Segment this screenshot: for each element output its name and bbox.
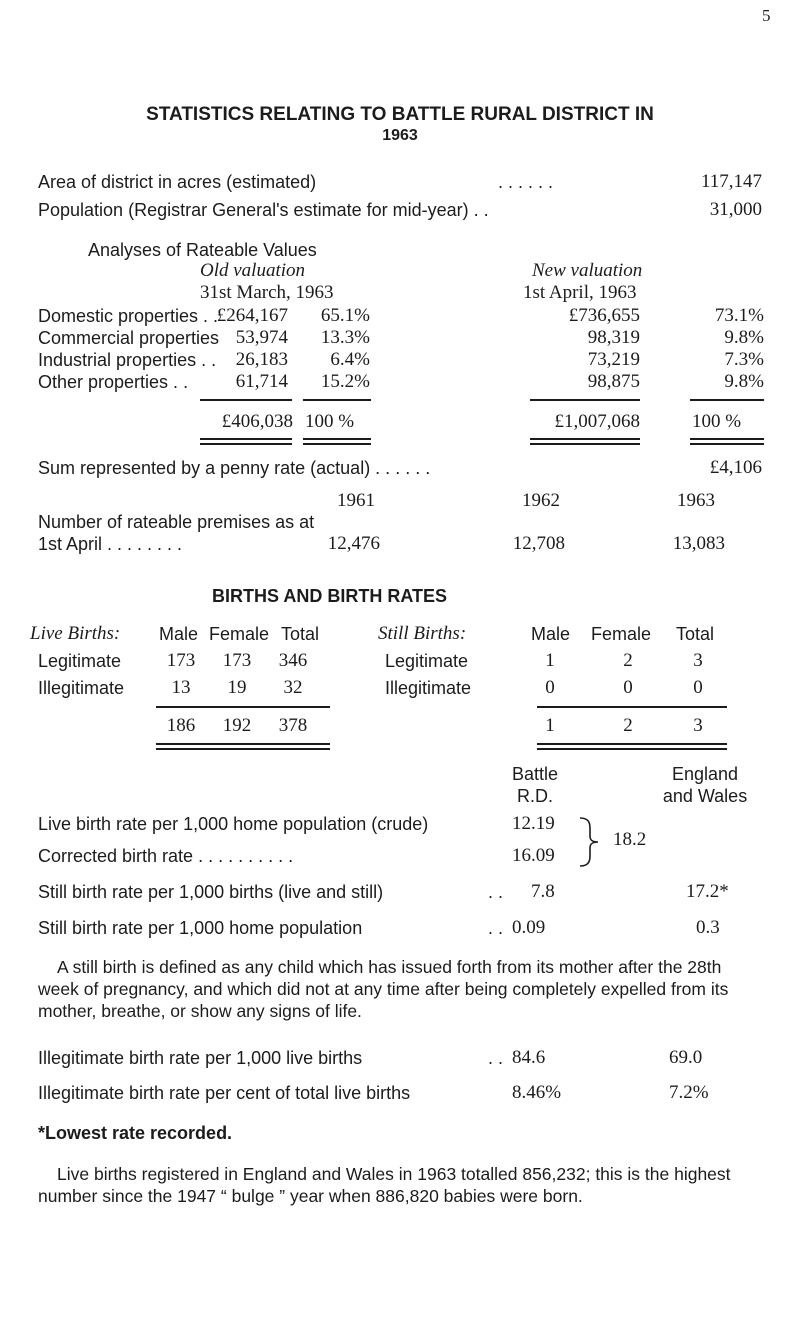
england-header-wales: and Wales [662,786,748,806]
table-cell: 32 [283,677,303,698]
table-cell: 2 [623,650,633,671]
table-cell: 0 [693,677,703,698]
new-pct-cell: 9.8% [724,327,764,348]
premises-value: 12,708 [512,533,565,554]
rule-line [537,743,727,745]
rule-line [200,443,292,445]
total-cell: 2 [623,715,633,736]
total-cell: 1 [545,715,555,736]
total-cell: 186 [166,715,196,736]
still-home-label: Still birth rate per 1,000 home population [38,918,363,938]
still-rate-england: 17.2* [686,881,729,902]
premises-year: 1961 [337,490,375,511]
battle-header-rd: R.D. [517,786,553,806]
rule-line [200,438,292,440]
corrected-rate-label: Corrected birth rate . . . . . . . . . . [38,846,294,866]
england-combined-rate: 18.2 [613,829,647,850]
new-pct-cell: 73.1% [714,305,764,326]
old-total-value: £406,038 [221,411,293,432]
illegit-pct-value: 8.46% [512,1082,562,1103]
column-header: Female [591,624,652,644]
still-rate-label: Still birth rate per 1,000 births (live and still) [38,882,384,902]
rule-line [156,706,330,708]
table-row-label: Commercial properties [38,328,220,348]
table-cell: 3 [693,650,703,671]
new-total-value: £1,007,068 [554,411,640,432]
table-row-label: Domestic properties . . [38,306,219,326]
corrected-rate-value: 16.09 [512,845,555,866]
footnote: *Lowest rate recorded. [38,1123,233,1143]
new-value-cell: £736,655 [568,305,640,326]
still-rate-value: 7.8 [531,881,555,902]
column-header: Total [281,624,320,644]
new-pct-cell: 9.8% [724,371,764,392]
page-number: 5 [762,6,771,25]
area-value: 117,147 [700,171,762,192]
total-cell: 378 [278,715,308,736]
table-row-label: Legitimate [385,651,469,671]
rule-line [530,438,640,440]
premises-value: 13,083 [672,533,725,554]
rule-line [530,443,640,445]
column-header: Female [209,624,270,644]
new-total-pct: 100 % [692,411,742,432]
rule-line [690,443,764,445]
new-value-cell: 98,319 [587,327,640,348]
old-pct-cell: 13.3% [320,327,370,348]
table-cell: 0 [545,677,555,698]
illegit-rate-label: Illegitimate birth rate per 1,000 live births [38,1048,363,1068]
rule-line [537,748,727,750]
dot-leader: . . [488,882,504,902]
table-cell: 13 [171,677,191,698]
still-births-heading: Still Births: [378,623,467,644]
old-pct-cell: 15.2% [320,371,370,392]
table-row-label: Illegitimate [385,678,472,698]
table-row-label: Industrial properties . . [38,350,217,370]
live-rate-label: Live birth rate per 1,000 home population (crude) [38,814,429,834]
curly-brace-icon [576,816,604,868]
rule-line [537,706,727,708]
population-label: Population (Registrar General's estimate for mid-year) . . [38,200,489,220]
new-valuation-header: New valuation [532,260,643,281]
analyses-title: Analyses of Rateable Values [88,240,317,260]
page-title: STATISTICS RELATING TO BATTLE RURAL DISTRICT IN [146,104,654,125]
illegit-pct-england: 7.2% [669,1082,709,1103]
column-header: Male [531,624,571,644]
table-row-label: Legitimate [38,651,122,671]
rule-line [303,438,371,440]
illegit-rate-value: 84.6 [512,1047,546,1068]
rule-line [156,743,330,745]
illegit-pct-label: Illegitimate birth rate per cent of total live births [38,1083,411,1103]
table-cell: 173 [166,650,196,671]
table-cell: 346 [278,650,308,671]
column-header: Total [676,624,715,644]
population-value: 31,000 [709,199,762,220]
still-home-england: 0.3 [696,917,720,938]
old-pct-cell: 65.1% [320,305,370,326]
premises-label: Number of rateable premises as at [38,512,315,532]
old-value-cell: 26,183 [235,349,288,370]
new-pct-cell: 7.3% [724,349,764,370]
total-cell: 192 [222,715,252,736]
births-section-title: BIRTHS AND BIRTH RATES [212,586,447,606]
premises-label-date: 1st April . . . . . . . . [38,534,183,554]
table-cell: 0 [623,677,633,698]
old-value-cell: 53,974 [235,327,288,348]
premises-value: 12,476 [327,533,380,554]
premises-year: 1962 [522,490,560,511]
page-title-year: 1963 [382,127,418,144]
rule-line [530,399,640,401]
old-total-pct: 100 % [305,411,355,432]
rule-line [690,438,764,440]
live-rate-value: 12.19 [512,813,555,834]
table-cell: 173 [222,650,252,671]
rule-line [690,399,764,401]
battle-header: Battle [511,764,559,784]
area-dots: . . . . . . [498,172,554,192]
old-value-cell: £264,167 [216,305,288,326]
penny-rate-label: Sum represented by a penny rate (actual) . . . . . . [38,458,431,478]
still-home-value: 0.09 [512,917,546,938]
table-cell: 19 [227,677,247,698]
table-row-label: Illegitimate [38,678,125,698]
rule-line [303,399,371,401]
old-pct-cell: 6.4% [330,349,370,370]
illegit-rate-england: 69.0 [669,1047,703,1068]
still-birth-definition: A still birth is defined as any child which has issued forth from its mother after the 28th week of pregnancy, and which did not at any time after being completely expelled from its mother, breathe, or show any signs of life. [38,957,729,1021]
live-births-heading: Live Births: [30,623,121,644]
rule-line [303,443,371,445]
dot-leader: . . [488,918,504,938]
new-value-cell: 98,875 [587,371,640,392]
closing-paragraph: Live births registered in England and Wales in 1963 totalled 856,232; this is the highest number since the 1947 “ bulge ” year when 886,820 babies were born. [38,1164,731,1206]
old-valuation-date: 31st March, 1963 [200,282,334,303]
rule-line [156,748,330,750]
table-cell: 1 [545,650,555,671]
premises-year: 1963 [677,490,715,511]
total-cell: 3 [693,715,703,736]
area-label: Area of district in acres (estimated) [38,172,317,192]
dot-leader: . . [488,1048,504,1068]
penny-rate-value: £4,106 [709,457,762,478]
old-value-cell: 61,714 [235,371,288,392]
old-valuation-header: Old valuation [200,260,306,281]
rule-line [200,399,292,401]
new-value-cell: 73,219 [587,349,640,370]
column-header: Male [159,624,199,644]
england-header: England [671,764,739,784]
new-valuation-date: 1st April, 1963 [523,282,637,303]
table-row-label: Other properties . . [38,372,189,392]
